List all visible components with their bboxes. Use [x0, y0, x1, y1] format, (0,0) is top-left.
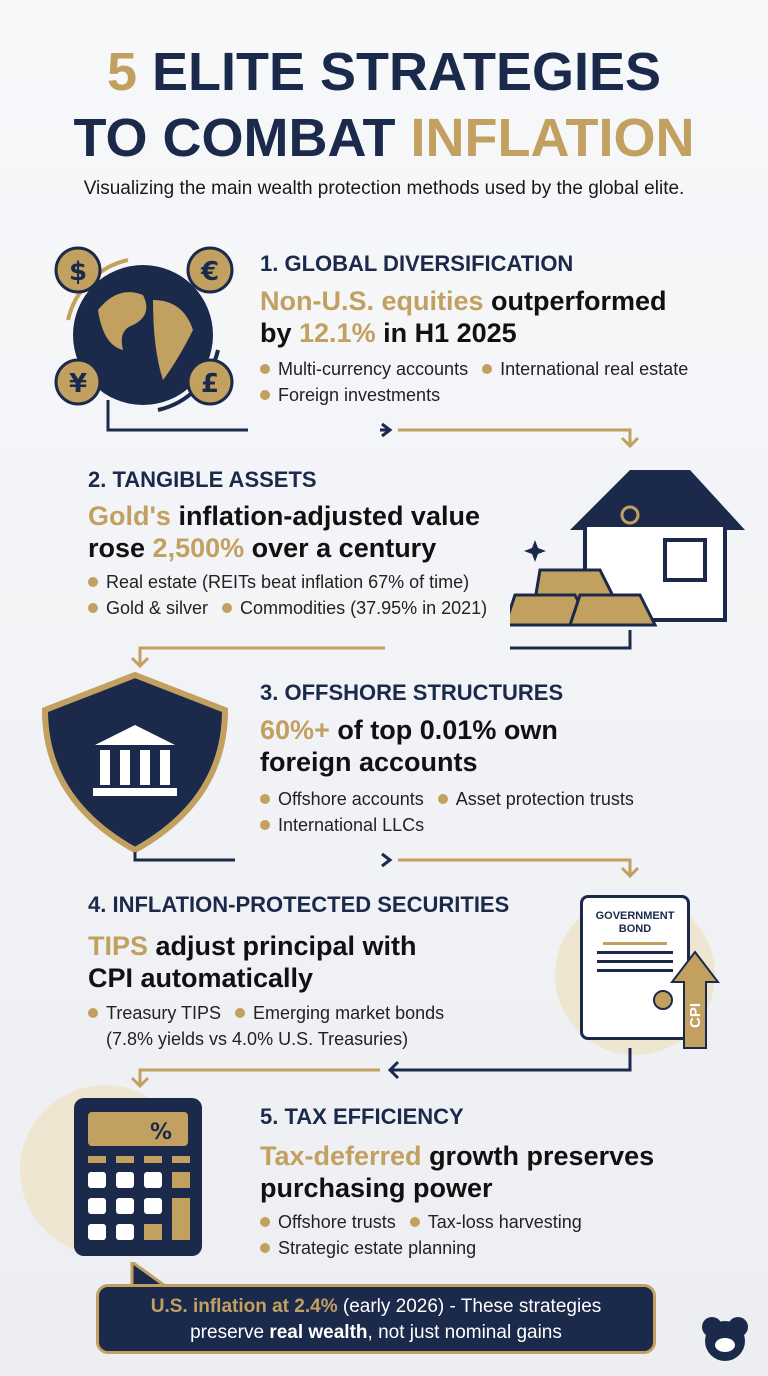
- title-line-2: [0, 106, 768, 170]
- text: purchasing power: [260, 1173, 493, 1203]
- calculator-display-label: %: [149, 1120, 172, 1145]
- text: growth preserves: [421, 1141, 655, 1171]
- text: Gold & silver: [106, 598, 209, 618]
- text: 60%+: [260, 715, 330, 745]
- text: Multi-currency accounts: [278, 359, 469, 379]
- globe-currency-icon: [38, 240, 248, 440]
- text: International real estate: [500, 359, 689, 379]
- text: CPI automatically: [88, 963, 314, 993]
- text: adjust principal with: [148, 931, 417, 961]
- section-headline: [260, 285, 667, 349]
- bullet-list: [88, 1000, 458, 1052]
- text: Non-U.S. equities: [260, 286, 484, 316]
- title-line-1: [0, 40, 768, 104]
- euro-icon: €: [200, 257, 220, 287]
- calculator-icon: [74, 1098, 204, 1258]
- sparkle-icon: [524, 540, 546, 562]
- text: Commodities (37.95% in 2021): [240, 598, 488, 618]
- section-headline: [260, 714, 558, 778]
- text: of top 0.01% own: [329, 715, 558, 745]
- cpi-arrow-icon: [670, 950, 720, 1050]
- section-title: 5. TAX EFFICIENCY: [260, 1104, 464, 1129]
- bond-label: GOVERNMENT BOND: [595, 910, 675, 935]
- text: (7.8% yields vs 4.0% U.S. Treasuries): [106, 1029, 409, 1049]
- text: over a century: [244, 533, 437, 563]
- connector-arrow: [0, 420, 768, 460]
- connector-arrow: [0, 850, 768, 890]
- callout-box: [96, 1284, 656, 1354]
- pound-icon: £: [200, 369, 220, 399]
- text: inflation-adjusted value: [170, 501, 480, 531]
- text: , not just nominal gains: [367, 1322, 562, 1343]
- text: rose: [88, 533, 153, 563]
- title-number: 5: [106, 42, 137, 102]
- section-headline: [88, 500, 480, 564]
- section-headline: [260, 1140, 654, 1204]
- text: (early 2026) - These strategies: [337, 1296, 602, 1317]
- text: U.S. inflation at 2.4%: [150, 1296, 338, 1317]
- text: 2,500%: [152, 533, 245, 563]
- text: Real estate (REITs beat inflation 67% of time): [106, 572, 470, 592]
- yen-icon: ¥: [68, 369, 88, 399]
- text: Strategic estate planning: [278, 1238, 477, 1258]
- bullet-list: [260, 1209, 596, 1261]
- text: real wealth: [269, 1322, 368, 1343]
- bullet-list: [88, 569, 501, 621]
- text: foreign accounts: [260, 747, 478, 777]
- text: Treasury TIPS: [106, 1003, 222, 1023]
- dollar-icon: $: [68, 257, 88, 287]
- text: Tax-deferred: [260, 1141, 422, 1171]
- text: Foreign investments: [278, 385, 441, 405]
- text: TIPS: [88, 931, 149, 961]
- section-title: 3. OFFSHORE STRUCTURES: [260, 680, 564, 705]
- text: outperformed: [483, 286, 667, 316]
- bullet-list: [260, 356, 702, 408]
- text: by: [260, 318, 300, 348]
- text: Asset protection trusts: [455, 789, 634, 809]
- shield-bank-icon: [35, 670, 235, 870]
- cpi-label: CPI: [687, 1002, 704, 1028]
- bullet-list: [260, 786, 648, 838]
- section-headline: [88, 930, 417, 994]
- text: in H1 2025: [375, 318, 517, 348]
- gold-house-icon: [510, 460, 760, 660]
- text: Tax-loss harvesting: [427, 1212, 582, 1232]
- title-highlight: INFLATION: [410, 108, 695, 168]
- title-text: TO COMBAT: [73, 108, 411, 168]
- text: preserve: [190, 1322, 270, 1343]
- subtitle: Visualizing the main wealth protection methods used by the global elite.: [83, 178, 685, 199]
- text: Emerging market bonds: [253, 1003, 445, 1023]
- title-text: ELITE STRATEGIES: [136, 42, 662, 102]
- text: Offshore trusts: [278, 1212, 396, 1232]
- text: Offshore accounts: [278, 789, 424, 809]
- text: International LLCs: [278, 815, 425, 835]
- text: Gold's: [88, 501, 171, 531]
- section-title: 4. INFLATION-PROTECTED SECURITIES: [88, 892, 510, 917]
- section-title: 1. GLOBAL DIVERSIFICATION: [260, 251, 574, 276]
- text: 12.1%: [299, 318, 376, 348]
- section-title: 2. TANGIBLE ASSETS: [88, 467, 317, 492]
- brand-logo-icon: [700, 1315, 750, 1363]
